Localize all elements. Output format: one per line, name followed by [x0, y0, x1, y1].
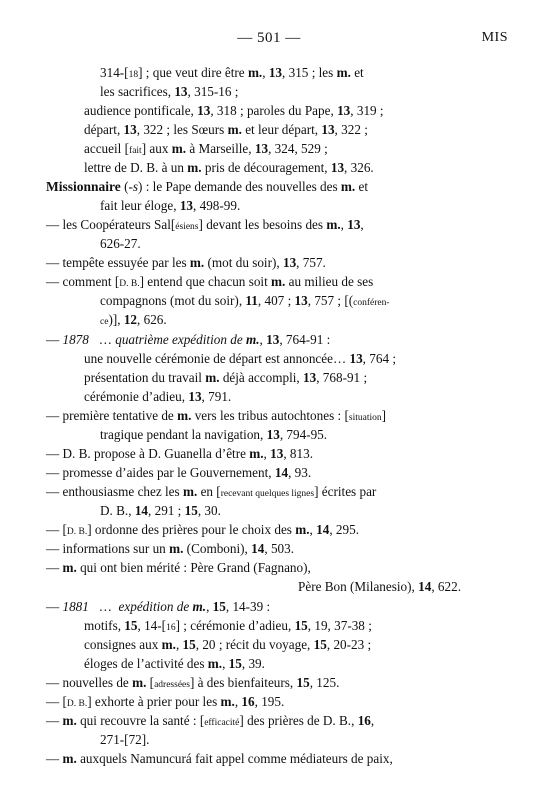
index-line: accueil [fait] aux m. à Marseille, 13, 324, 529 ;	[84, 141, 328, 156]
index-line: une nouvelle cérémonie de départ est annoncée… 13, 764 ;	[84, 351, 396, 366]
index-line: — tempête essuyée par les m. (mot du soir), 13, 757.	[46, 255, 326, 270]
index-line: éloges de l’activité des m., 15, 39.	[84, 656, 265, 671]
index-line: — [D. B.] ordonne des prières pour le choix des m., 14, 295.	[46, 522, 359, 537]
index-line: 314-[18] ; que veut dire être m., 13, 315 ; les m. et	[100, 65, 364, 80]
index-line: audience pontificale, 13, 318 ; paroles du Pape, 13, 319 ;	[84, 103, 384, 118]
index-line: — 1878 … quatrième expédition de m., 13, 764-91 :	[46, 332, 331, 347]
section-heading: MIS	[481, 30, 508, 45]
index-line: D. B., 14, 291 ; 15, 30.	[100, 503, 221, 518]
index-line: — comment [D. B.] entend que chacun soit m. au milieu de ses	[46, 274, 374, 289]
index-line: motifs, 15, 14-[16] ; cérémonie d’adieu, 15, 19, 37-38 ;	[84, 618, 372, 633]
page-number: — 501 —	[237, 30, 301, 46]
index-line: — nouvelles de m. [adressées] à des bienfaiteurs, 15, 125.	[46, 675, 340, 690]
index-line: lettre de D. B. à un m. pris de découragement, 13, 326.	[84, 160, 374, 175]
index-line: cérémonie d’adieu, 13, 791.	[84, 389, 232, 404]
index-line: — promesse d’aides par le Gouvernement, 14, 93.	[46, 465, 312, 480]
index-line: consignes aux m., 15, 20 ; récit du voyage, 15, 20-23 ;	[84, 637, 372, 652]
index-line: — m. qui recouvre la santé : [efficacité] des prières de D. B., 16,	[46, 713, 375, 728]
index-line: ce)], 12, 626.	[100, 312, 167, 327]
index-line: — m. auxquels Namuncurá fait appel comme médiateurs de paix,	[46, 751, 393, 766]
index-line: Père Bon (Milanesio), 14, 622.	[298, 579, 461, 594]
index-line: — [D. B.] exhorte à prier pour les m., 16, 195.	[46, 694, 285, 709]
index-line: départ, 13, 322 ; les Sœurs m. et leur départ, 13, 322 ;	[84, 122, 368, 137]
index-line: — m. qui ont bien mérité : Père Grand (Fagnano),	[46, 560, 311, 575]
index-line: — première tentative de m. vers les tribus autochtones : [situation]	[46, 408, 387, 423]
page-header	[0, 30, 538, 50]
index-line: compagnons (mot du soir), 11, 407 ; 13, 757 ; [(conféren-	[100, 293, 390, 308]
index-line: fait leur éloge, 13, 498-99.	[100, 198, 241, 213]
index-line: 626-27.	[100, 236, 141, 251]
index-line: présentation du travail m. déjà accompli, 13, 768-91 ;	[84, 370, 368, 385]
index-line: les sacrifices, 13, 315-16 ;	[100, 84, 239, 99]
index-line: — enthousiasme chez les m. en [recevant quelques lignes] écrites par	[46, 484, 377, 499]
index-line: — informations sur un m. (Comboni), 14, 503.	[46, 541, 295, 556]
index-line: — 1881 … expédition de m., 15, 14-39 :	[46, 599, 271, 614]
index-line: — les Coopérateurs Sal[ésiens] devant les besoins des m., 13,	[46, 217, 364, 232]
index-line: tragique pendant la navigation, 13, 794-95.	[100, 427, 328, 442]
index-line: Missionnaire (-s) : le Pape demande des nouvelles des m. et	[46, 179, 369, 194]
index-line: — D. B. propose à D. Guanella d’être m., 13, 813.	[46, 446, 313, 461]
index-line: 271-[72].	[100, 732, 150, 747]
